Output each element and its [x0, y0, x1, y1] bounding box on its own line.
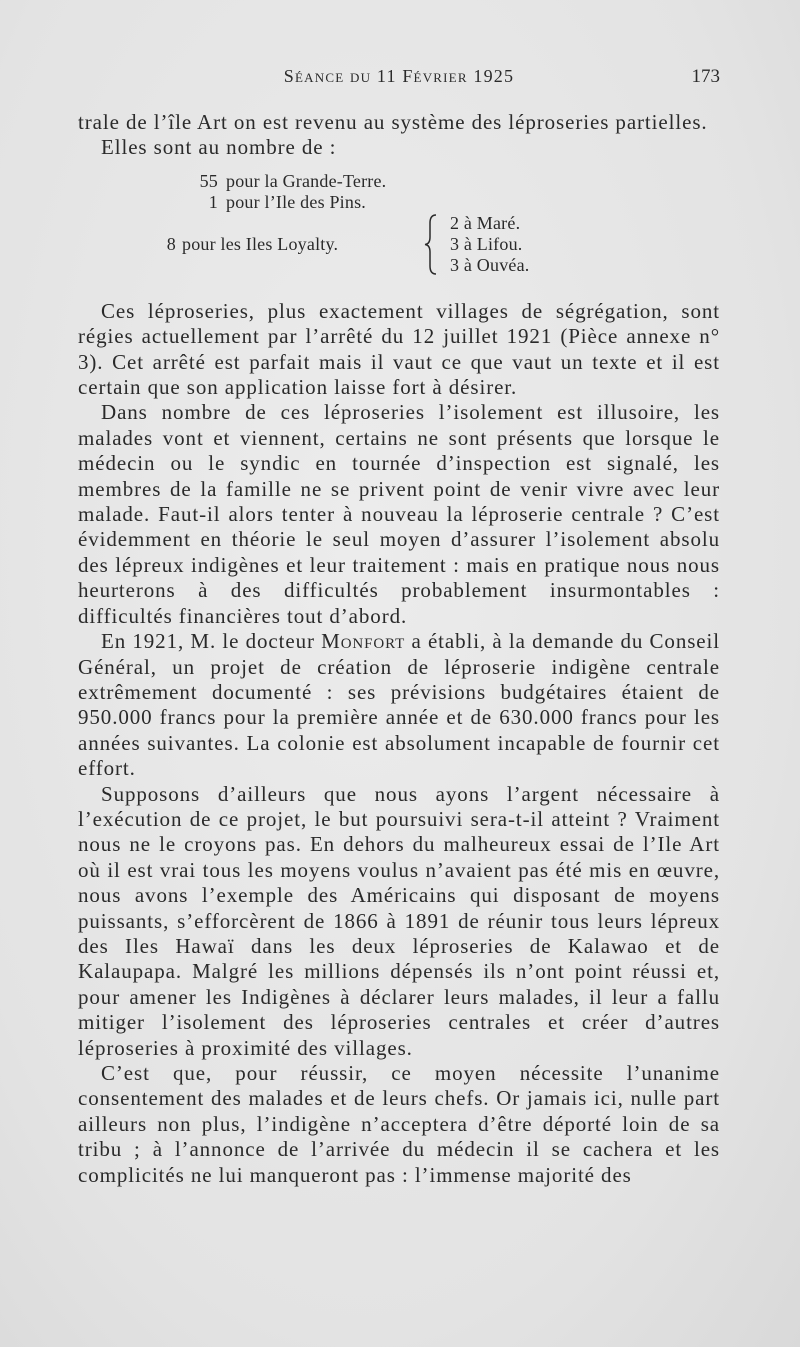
paragraph-continuation: trale de l’île Art on est revenu au système des léproseries partielles.	[78, 110, 708, 134]
list-item-ile-des-pins	[78, 192, 720, 213]
list-item-grande-terre	[78, 171, 720, 192]
list-item-label: pour les Iles Loyalty.	[182, 233, 339, 254]
monfort-intro: En 1921, M. le docteur	[101, 629, 322, 654]
running-head: Séance du 11 Février 1925	[283, 66, 515, 86]
island-ouvea: 3 à Ouvéa.	[450, 254, 530, 275]
body-text	[78, 110, 720, 1188]
author-name: Monfort	[321, 629, 406, 654]
paragraph-list-intro: Elles sont au nombre de :	[101, 135, 337, 160]
paragraph-hawai: Supposons d’ailleurs que nous ayons l’argent nécessaire à l’exécution de ce projet, le but poursuivi sera-t-il atteint ? Vraiment nous ne le croyons pas. En dehors du malheureux essai de l’Ile Art où il est vrai tous les moyens voulus n’avaient pas été mis en œuvre, nous avons l’exemple des Américains qui disposant de moyens puissants, s’efforcèrent de 1866 à 1891 de réunir tous leurs lépreux des Iles Hawaï dans les deux léproseries de Kalawao et de Kalaupapa. Malgré les millions dépensés ils n’ont point réussi et, pour amener les Indigènes à déclarer leurs malades, il leur a fallu mitiger l’isolement des léproseries centrales et créer d’autres léproseries à proximité des villages.	[78, 781, 720, 1060]
list-item-count: 55	[199, 170, 218, 191]
curly-brace	[422, 213, 440, 276]
paragraph-reglementation: Ces léproseries, plus exactement villages de ségrégation, sont régies actuellement par l’arrêté du 12 juillet 1921 (Pièce annexe n° 3). Cet arrêté est parfait mais il vaut ce que vaut un texte et il est certain que son application laisse fort à désirer.	[78, 298, 720, 400]
list-item-loyalty	[78, 213, 720, 277]
paragraph-monfort	[78, 629, 720, 781]
monfort-text: a établi, à la demande du Conseil Général, un projet de création de léproserie indigène centrale extrêmement documenté : ses prévisions budgétaires étaient de 950.000 francs pour la première année et de 630.000 francs pour les années suivantes. La colonie est absolument incapable de fournir cet effort.	[78, 629, 720, 781]
paragraph-consentement: C’est que, pour réussir, ce moyen nécessite l’unanime consentement des malades et de leurs chefs. Or jamais ici, nulle part ailleurs non plus, l’indigène n’acceptera d’être déporté loin de sa tribu ; à l’annonce de l’arrivée du médecin il se cachera et les complicités ne lui manqueront pas : l’immense majorité des	[78, 1061, 720, 1187]
page-header	[78, 66, 720, 96]
list-item-count: 1	[208, 191, 218, 212]
list-item-count: 8	[166, 233, 176, 254]
island-mare: 2 à Maré.	[450, 212, 521, 233]
paragraph-isolement: Dans nombre de ces léproseries l’isolement est illusoire, les malades vont et viennent, certains ne sont présents que lorsque le médecin ou le syndic en tournée d’inspection est signalé, les membres de la famille ne se privent point de venir vivre avec leur malade. Faut-il alors tenter à nouveau la léproserie centrale ? C’est évidemment en théorie le seul moyen d’assurer l’isolement absolu des lépreux indigènes et leur traitement : mais en pratique nous nous heurterons à des difficultés probablement insurmontables : difficultés financières tout d’abord.	[78, 400, 720, 628]
leproseries-list	[78, 171, 720, 277]
island-lifou: 3 à Lifou.	[450, 233, 523, 254]
page-number: 173	[691, 66, 720, 87]
list-item-label: pour la Grande-Terre.	[226, 170, 387, 191]
list-item-label: pour l’Ile des Pins.	[226, 191, 366, 212]
